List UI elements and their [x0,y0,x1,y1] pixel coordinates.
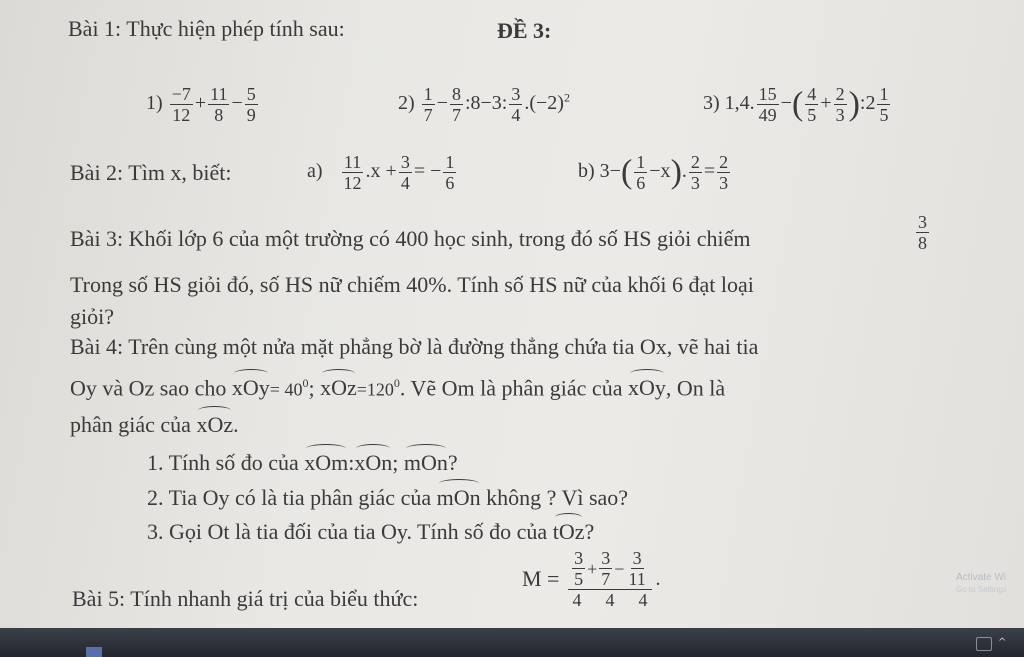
problem-label: 1) [146,92,163,115]
problem-label: a) [307,160,323,183]
fraction: $\frac{3}{4}$ [400,152,410,193]
fraction: $\frac{11}{12}$ [343,152,362,193]
fraction: $\frac{-7}{12}$ [171,84,191,125]
bai2-part-b: b) 3−( $\frac{1}{6}$ −x). $\frac{2}{3}$ = $\frac{2}{3}$ [578,152,729,193]
tray-keyboard-icon[interactable] [976,637,992,651]
fraction: $\frac{11}{8}$ [210,84,228,125]
angle-tOz: tOz [553,515,585,545]
fraction: $\frac{3}{5}$ [574,548,584,589]
tray-chevron-up-icon[interactable]: ^ [998,637,1007,648]
fraction: $\frac{1}{5}$ [879,84,889,125]
fraction: $\frac{8}{7}$ [451,84,461,125]
angle-xOy: xOy [628,371,666,401]
angle-xOm: xOm [304,446,348,476]
angle-xOz: xOz [320,371,357,401]
fraction: $\frac{5}{9}$ [246,84,256,125]
fraction: $\frac{4}{5}$ [807,84,817,125]
fraction: $\frac{1}{6}$ [445,152,455,193]
bai3-line-2: Trong số HS giỏi đó, số HS nữ chiếm 40%. Tính số HS nữ của khối 6 đạt loại [70,272,754,297]
bai4-question-3: 3. Gọi Ot là tia đối của tia Oy. Tính số đo của tOz? [147,515,594,545]
fraction: $\frac{3}{4}$ [511,84,521,125]
fraction: $\frac{1}{6}$ [636,152,646,193]
bai1-title: Bài 1: Thực hiện phép tính sau: [68,16,345,41]
problem-label: b) [578,160,595,183]
activate-windows-watermark: Activate Wi Go to Settings [956,572,1007,594]
bai1-problem-1: 1) $\frac{-7}{12}$ + $\frac{11}{8}$ − $\frac{5}{9}$ [146,84,256,125]
bai3-line-1: Bài 3: Khối lớp 6 của một trường có 400 học sinh, trong đó số HS giỏi chiếm [70,226,751,251]
bai3-fraction [914,212,931,253]
fraction: $\frac{3}{11}$ [628,548,646,589]
bai4-line-2: Oy và Oz sao cho $xOy= 40^0$; $xOz=120^0$. Vẽ Om là phân giác của xOy, On là [70,370,725,402]
bai3-line-3: giỏi? [70,304,114,329]
problem-label: 2) [398,92,415,115]
compound-fraction: $\frac{3}{5}$ + $\frac{3}{7}$ − $\frac{3}{11}$ 4 4 4 [566,548,653,610]
bai5-title: Bài 5: Tính nhanh giá trị của biểu thức: [72,586,419,611]
angle-mOn: mOn [437,481,481,511]
taskbar [0,628,1024,657]
fraction: $\frac{2}{3}$ [719,152,729,193]
bai4-question-2: 2. Tia Oy có là tia phân giác của mOn không ? Vì sao? [147,481,628,511]
fraction: $\frac{2}{3}$ [690,152,700,193]
fraction: $\frac{15}{49}$ [758,84,777,125]
bai4-line-3: phân giác của xOz. [70,408,239,438]
fraction: $\frac{2}{3}$ [835,84,845,125]
angle-xOy: xOy [232,371,270,401]
angle-mOn: mOn [404,446,448,476]
fraction: $\frac{3}{8}$ [918,212,927,253]
bai2-title: Bài 2: Tìm x, biết: [70,160,232,185]
bai1-problem-2: 2) $\frac{1}{7}$ − $\frac{8}{7}$ :8−3: $\frac{3}{4}$ $.(-2)^2$ [398,84,570,125]
exam-title: ĐỀ 3: [497,18,552,43]
problem-label: 3) [703,92,720,115]
taskbar-app-icon[interactable] [86,647,102,657]
bai1-problem-3: 3) 1,4. $\frac{15}{49}$ −( $\frac{4}{5}$ + $\frac{2}{3}$ ):2 $\frac{1}{5}$ [703,84,889,125]
angle-xOz: xOz [196,408,233,438]
fraction: $\frac{3}{7}$ [601,548,611,589]
bai4-question-1: 1. Tính số đo của xOm:xOn; mOn? [147,446,458,476]
bai2-part-a: a) $\frac{11}{12}$ .x + $\frac{3}{4}$ = − $\frac{1}{6}$ [307,152,455,193]
bai4-line-1: Bài 4: Trên cùng một nửa mặt phẳng bờ là đường thẳng chứa tia Ox, vẽ hai tia [70,334,759,359]
bai5-expression: M = $\frac{3}{5}$ + $\frac{3}{7}$ − $\frac{3}{11}$ 4 4 4 . [522,548,661,610]
fraction: $\frac{1}{7}$ [423,84,433,125]
angle-xOn: xOn [354,446,392,476]
